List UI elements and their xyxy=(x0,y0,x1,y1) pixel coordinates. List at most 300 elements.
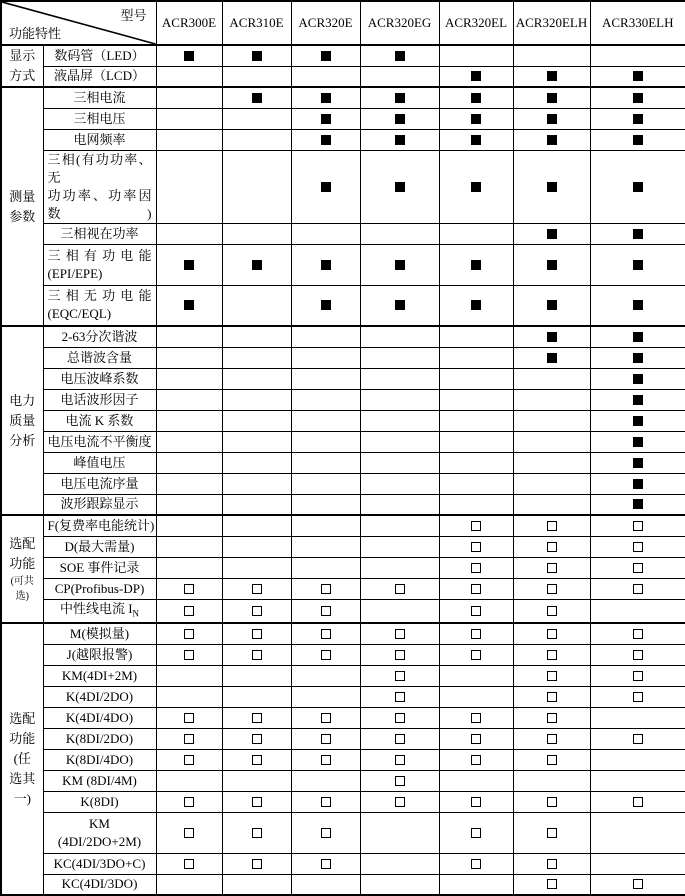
feature-cell xyxy=(439,347,513,368)
filled-square-icon xyxy=(633,499,643,509)
feature-label-text: J(越限报警) xyxy=(66,646,133,662)
feature-cell xyxy=(156,108,222,129)
header-row xyxy=(1,1,685,45)
filled-square-icon xyxy=(633,114,643,124)
open-square-icon xyxy=(252,584,262,594)
feature-cell xyxy=(513,223,590,244)
filled-square-icon xyxy=(547,71,557,81)
feature-cell xyxy=(360,326,439,347)
feature-cell xyxy=(513,644,590,665)
group-label-line: 功能 xyxy=(9,556,36,572)
feature-cell xyxy=(439,494,513,515)
feature-cell xyxy=(360,431,439,452)
open-square-icon xyxy=(633,563,643,573)
feature-cell xyxy=(156,599,222,623)
feature-cell xyxy=(513,791,590,812)
feature-cell xyxy=(156,87,222,108)
feature-cell xyxy=(439,536,513,557)
feature-cell xyxy=(590,244,685,285)
feature-cell xyxy=(291,578,360,599)
feature-cell xyxy=(439,452,513,473)
open-square-icon xyxy=(184,629,194,639)
feature-cell xyxy=(222,494,291,515)
feature-cell xyxy=(222,557,291,578)
filled-square-icon xyxy=(184,300,194,310)
feature-cell xyxy=(360,515,439,536)
feature-cell xyxy=(360,536,439,557)
filled-square-icon xyxy=(547,353,557,363)
feature-cell xyxy=(439,623,513,644)
feature-label xyxy=(43,812,156,853)
filled-square-icon xyxy=(395,300,405,310)
feature-cell xyxy=(439,557,513,578)
feature-cell xyxy=(291,108,360,129)
feature-label xyxy=(43,770,156,791)
open-square-icon xyxy=(547,629,557,639)
feature-cell xyxy=(360,728,439,749)
filled-square-icon xyxy=(471,114,481,124)
open-square-icon xyxy=(633,650,643,660)
group-label-line: 质量 xyxy=(9,412,36,428)
filled-square-icon xyxy=(395,93,405,103)
feature-cell xyxy=(590,326,685,347)
group-label-line: 分析 xyxy=(9,432,36,448)
table-row xyxy=(1,791,685,812)
feature-cell xyxy=(513,874,590,895)
feature-cell xyxy=(360,623,439,644)
feature-label-text: M(模拟量) xyxy=(69,625,130,641)
feature-cell xyxy=(222,326,291,347)
feature-cell xyxy=(291,389,360,410)
filled-square-icon xyxy=(471,71,481,81)
open-square-icon xyxy=(547,650,557,660)
feature-cell xyxy=(156,244,222,285)
filled-square-icon xyxy=(633,300,643,310)
open-square-icon xyxy=(321,755,331,765)
feature-cell xyxy=(291,536,360,557)
feature-cell xyxy=(156,389,222,410)
feature-label xyxy=(43,431,156,452)
feature-cell xyxy=(590,707,685,728)
table-row xyxy=(1,66,685,87)
feature-cell xyxy=(590,853,685,874)
feature-cell xyxy=(439,326,513,347)
feature-cell xyxy=(222,285,291,326)
open-square-icon xyxy=(395,797,405,807)
feature-cell xyxy=(590,874,685,895)
model-header-ACR300E: ACR300E xyxy=(156,1,222,45)
feature-cell xyxy=(156,853,222,874)
feature-label-text: KC(4DI/3DO+C) xyxy=(53,855,146,871)
feature-cell xyxy=(360,874,439,895)
feature-cell xyxy=(439,515,513,536)
feature-cell xyxy=(439,389,513,410)
feature-cell xyxy=(590,452,685,473)
open-square-icon xyxy=(321,734,331,744)
feature-cell xyxy=(439,791,513,812)
feature-label xyxy=(43,644,156,665)
open-square-icon xyxy=(252,713,262,723)
open-square-icon xyxy=(471,521,481,531)
feature-cell xyxy=(291,599,360,623)
feature-cell xyxy=(439,874,513,895)
group-label-line: 测量 xyxy=(9,188,36,204)
feature-cell xyxy=(156,728,222,749)
feature-cell xyxy=(590,389,685,410)
feature-cell xyxy=(439,770,513,791)
feature-cell xyxy=(590,536,685,557)
feature-cell xyxy=(222,368,291,389)
feature-cell xyxy=(156,150,222,223)
open-square-icon xyxy=(547,521,557,531)
feature-cell xyxy=(590,791,685,812)
filled-square-icon xyxy=(321,300,331,310)
feature-cell xyxy=(360,244,439,285)
feature-cell xyxy=(156,812,222,853)
open-square-icon xyxy=(184,859,194,869)
filled-square-icon xyxy=(321,93,331,103)
group-label-line: 一) xyxy=(13,791,31,807)
feature-cell xyxy=(222,66,291,87)
filled-square-icon xyxy=(471,182,481,192)
filled-square-icon xyxy=(252,260,262,270)
filled-square-icon xyxy=(633,93,643,103)
feature-cell xyxy=(156,770,222,791)
feature-cell xyxy=(291,557,360,578)
open-square-icon xyxy=(547,734,557,744)
feature-cell xyxy=(291,285,360,326)
feature-cell xyxy=(513,347,590,368)
filled-square-icon xyxy=(633,374,643,384)
open-square-icon xyxy=(321,629,331,639)
feature-label-text: 功功率、功率因数) xyxy=(47,187,152,221)
feature-cell xyxy=(156,452,222,473)
group-label xyxy=(1,623,43,895)
feature-cell xyxy=(360,494,439,515)
feature-cell xyxy=(513,129,590,150)
feature-cell xyxy=(156,623,222,644)
feature-cell xyxy=(222,452,291,473)
filled-square-icon xyxy=(395,182,405,192)
open-square-icon xyxy=(395,650,405,660)
feature-cell xyxy=(590,150,685,223)
feature-cell xyxy=(513,853,590,874)
feature-label-text: (EQC/EQL) xyxy=(47,306,112,322)
open-square-icon xyxy=(633,629,643,639)
feature-label xyxy=(43,326,156,347)
feature-cell xyxy=(513,66,590,87)
filled-square-icon xyxy=(184,260,194,270)
filled-square-icon xyxy=(633,395,643,405)
feature-cell xyxy=(439,129,513,150)
open-square-icon xyxy=(547,713,557,723)
feature-cell xyxy=(590,368,685,389)
open-square-icon xyxy=(252,755,262,765)
feature-label-text: 总谐波含量 xyxy=(66,349,132,365)
feature-cell xyxy=(360,108,439,129)
open-square-icon xyxy=(321,828,331,838)
feature-label xyxy=(43,223,156,244)
feature-cell xyxy=(513,45,590,66)
feature-cell xyxy=(590,410,685,431)
model-header-ACR320EL: ACR320EL xyxy=(439,1,513,45)
feature-cell xyxy=(156,431,222,452)
open-square-icon xyxy=(252,650,262,660)
feature-cell xyxy=(360,129,439,150)
feature-cell xyxy=(222,812,291,853)
feature-cell xyxy=(291,770,360,791)
feature-label-text: K(4DI/2DO) xyxy=(65,688,134,704)
feature-cell xyxy=(590,285,685,326)
feature-label-text: 三相电流 xyxy=(73,89,126,105)
filled-square-icon xyxy=(321,135,331,145)
feature-cell xyxy=(439,686,513,707)
open-square-icon xyxy=(321,584,331,594)
group-label xyxy=(1,45,43,87)
group-label-line-small: 选) xyxy=(15,591,29,603)
feature-cell xyxy=(439,853,513,874)
feature-label xyxy=(43,707,156,728)
feature-cell xyxy=(590,686,685,707)
feature-label xyxy=(43,347,156,368)
feature-cell xyxy=(439,285,513,326)
group-label xyxy=(1,87,43,326)
feature-label xyxy=(43,452,156,473)
feature-cell xyxy=(291,129,360,150)
filled-square-icon xyxy=(321,51,331,61)
feature-cell xyxy=(291,347,360,368)
open-square-icon xyxy=(252,859,262,869)
feature-cell xyxy=(291,431,360,452)
feature-label xyxy=(43,874,156,895)
filled-square-icon xyxy=(321,114,331,124)
feature-cell xyxy=(291,45,360,66)
table-row xyxy=(1,389,685,410)
feature-cell xyxy=(156,874,222,895)
open-square-icon xyxy=(547,755,557,765)
feature-cell xyxy=(222,389,291,410)
feature-cell xyxy=(156,707,222,728)
model-header-ACR320E: ACR320E xyxy=(291,1,360,45)
open-square-icon xyxy=(321,797,331,807)
feature-cell xyxy=(222,728,291,749)
feature-label-text: 峰值电压 xyxy=(73,454,126,470)
feature-cell xyxy=(222,853,291,874)
open-square-icon xyxy=(471,828,481,838)
open-square-icon xyxy=(633,797,643,807)
feature-cell xyxy=(291,244,360,285)
group-label-line: 选其 xyxy=(9,771,36,787)
feature-cell xyxy=(222,665,291,686)
feature-label-text: 三相电压 xyxy=(73,110,126,126)
feature-cell xyxy=(513,686,590,707)
feature-cell xyxy=(513,494,590,515)
feature-cell xyxy=(439,410,513,431)
feature-cell xyxy=(222,791,291,812)
feature-cell xyxy=(590,770,685,791)
feature-label xyxy=(43,557,156,578)
feature-label xyxy=(43,410,156,431)
feature-cell xyxy=(291,473,360,494)
feature-cell xyxy=(156,665,222,686)
open-square-icon xyxy=(184,797,194,807)
open-square-icon xyxy=(547,563,557,573)
feature-label-text: 电压电流序量 xyxy=(60,475,139,491)
feature-label-text: 电流 K 系数 xyxy=(65,412,134,428)
feature-cell xyxy=(513,770,590,791)
feature-cell xyxy=(156,66,222,87)
feature-cell xyxy=(590,515,685,536)
feature-cell xyxy=(590,644,685,665)
feature-cell xyxy=(439,812,513,853)
feature-cell xyxy=(590,347,685,368)
open-square-icon xyxy=(184,755,194,765)
filled-square-icon xyxy=(633,332,643,342)
feature-label-text: 电压电流不平衡度 xyxy=(47,433,152,449)
filled-square-icon xyxy=(633,479,643,489)
feature-cell xyxy=(513,87,590,108)
feature-cell xyxy=(156,326,222,347)
filled-square-icon xyxy=(547,332,557,342)
open-square-icon xyxy=(471,629,481,639)
feature-cell xyxy=(360,87,439,108)
table-row xyxy=(1,150,685,223)
open-square-icon xyxy=(547,671,557,681)
feature-cell xyxy=(590,223,685,244)
feature-label xyxy=(43,791,156,812)
feature-label-text: 三相有功电能 xyxy=(47,247,152,263)
model-header-ACR330ELH: ACR330ELH xyxy=(590,1,685,45)
feature-label-text: KM(4DI+2M) xyxy=(61,667,138,683)
feature-cell xyxy=(360,599,439,623)
feature-cell xyxy=(291,853,360,874)
filled-square-icon xyxy=(471,135,481,145)
open-square-icon xyxy=(633,542,643,552)
open-square-icon xyxy=(184,584,194,594)
open-square-icon xyxy=(633,521,643,531)
feature-cell xyxy=(439,578,513,599)
table-row xyxy=(1,410,685,431)
filled-square-icon xyxy=(471,260,481,270)
corner-cell xyxy=(1,1,156,45)
feature-cell xyxy=(513,473,590,494)
table-row xyxy=(1,599,685,623)
feature-cell xyxy=(222,473,291,494)
feature-label xyxy=(43,389,156,410)
table-row xyxy=(1,578,685,599)
feature-cell xyxy=(291,87,360,108)
feature-cell xyxy=(513,812,590,853)
feature-cell xyxy=(291,326,360,347)
feature-cell xyxy=(291,452,360,473)
open-square-icon xyxy=(633,692,643,702)
feature-cell xyxy=(156,644,222,665)
table-row xyxy=(1,368,685,389)
filled-square-icon xyxy=(633,416,643,426)
feature-cell xyxy=(439,66,513,87)
feature-cell xyxy=(222,599,291,623)
open-square-icon xyxy=(252,828,262,838)
open-square-icon xyxy=(395,734,405,744)
open-square-icon xyxy=(471,650,481,660)
open-square-icon xyxy=(184,734,194,744)
table-row xyxy=(1,45,685,66)
feature-label xyxy=(43,578,156,599)
feature-cell xyxy=(590,129,685,150)
feature-cell xyxy=(513,150,590,223)
open-square-icon xyxy=(471,859,481,869)
feature-label-text: 电话波形因子 xyxy=(60,391,139,407)
subscript-text: N xyxy=(132,608,140,619)
corner-feature-label: 功能特性 xyxy=(9,26,62,41)
feature-cell xyxy=(156,686,222,707)
feature-cell xyxy=(513,557,590,578)
feature-cell xyxy=(590,812,685,853)
group-label-line: 方式 xyxy=(9,68,36,83)
feature-label-text: 波形跟踪显示 xyxy=(60,496,139,512)
filled-square-icon xyxy=(395,260,405,270)
open-square-icon xyxy=(471,584,481,594)
feature-label xyxy=(43,368,156,389)
feature-cell xyxy=(156,557,222,578)
group-label-line: 选配 xyxy=(9,711,36,727)
filled-square-icon xyxy=(633,229,643,239)
feature-cell xyxy=(590,665,685,686)
feature-label-text: KC(4DI/3DO) xyxy=(61,876,138,892)
table-row xyxy=(1,108,685,129)
feature-cell xyxy=(513,452,590,473)
feature-cell xyxy=(513,728,590,749)
feature-cell xyxy=(439,108,513,129)
feature-label-text: 电网频率 xyxy=(73,131,126,147)
feature-cell xyxy=(222,223,291,244)
open-square-icon xyxy=(252,629,262,639)
feature-label-text: K(4DI/4DO) xyxy=(65,709,134,725)
feature-cell xyxy=(439,368,513,389)
feature-label-text: 三相视在功率 xyxy=(60,225,139,241)
feature-cell xyxy=(360,665,439,686)
table-row xyxy=(1,431,685,452)
feature-cell xyxy=(513,410,590,431)
feature-label-text: SOE 事件记录 xyxy=(59,559,140,575)
feature-cell xyxy=(360,749,439,770)
table-row xyxy=(1,244,685,285)
table-row xyxy=(1,686,685,707)
feature-cell xyxy=(156,791,222,812)
feature-cell xyxy=(590,473,685,494)
feature-cell xyxy=(291,749,360,770)
feature-cell xyxy=(513,707,590,728)
open-square-icon xyxy=(633,584,643,594)
feature-cell xyxy=(156,578,222,599)
feature-cell xyxy=(222,45,291,66)
feature-label xyxy=(43,66,156,87)
feature-cell xyxy=(222,707,291,728)
feature-label-text: F(复费率电能统计) xyxy=(47,517,155,533)
open-square-icon xyxy=(471,734,481,744)
feature-cell xyxy=(513,536,590,557)
open-square-icon xyxy=(184,606,194,616)
feature-cell xyxy=(439,749,513,770)
table-row xyxy=(1,557,685,578)
feature-label xyxy=(43,728,156,749)
open-square-icon xyxy=(633,734,643,744)
feature-label-text: K(8DI/2DO) xyxy=(65,730,134,746)
feature-label-text: 液晶屏（LCD） xyxy=(53,68,145,84)
feature-label-text: 三相无功电能 xyxy=(47,288,152,304)
open-square-icon xyxy=(547,542,557,552)
feature-cell xyxy=(360,223,439,244)
